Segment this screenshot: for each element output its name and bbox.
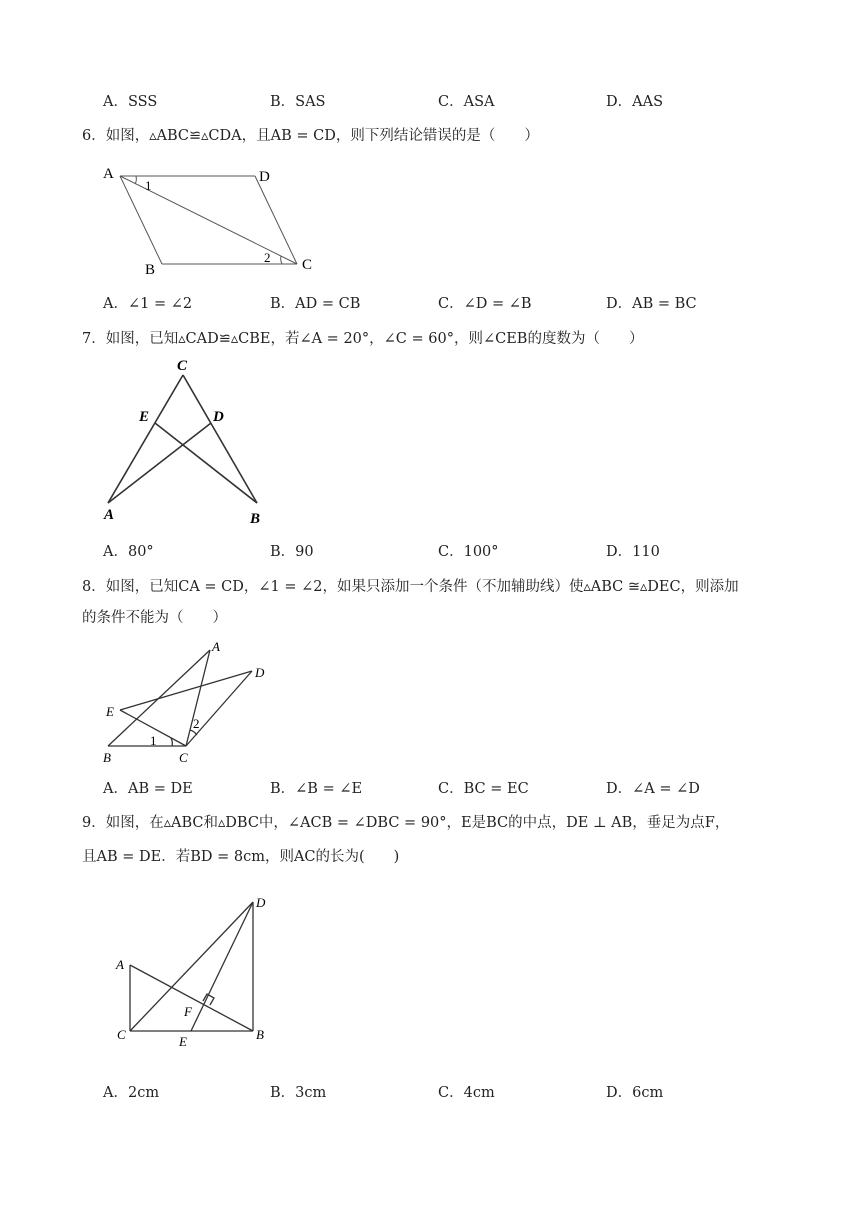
q7-edge-ad [108, 423, 211, 503]
q7-label-d: D [213, 409, 224, 425]
q6-option-b[interactable]: B．AD = CB [270, 296, 361, 312]
q6-options [0, 292, 860, 312]
q7-label-b: B [250, 511, 261, 527]
q5-options [0, 90, 860, 110]
q9-option-b[interactable]: B．3cm [270, 1085, 327, 1101]
q7-edge-be [155, 423, 257, 503]
q6-label-c: C [302, 257, 313, 273]
q9-option-a[interactable]: A．2cm [103, 1085, 160, 1101]
q9-label-f: F [184, 1004, 192, 1019]
q8-label-e: E [106, 704, 114, 719]
q8-label-d: D [255, 665, 265, 680]
q6-label-b: B [145, 262, 156, 278]
q8-options [0, 777, 860, 797]
q6-edge-dc [255, 176, 297, 264]
q9-figure [110, 890, 275, 1050]
q8-option-d[interactable]: D．∠A = ∠D [606, 781, 700, 797]
q7-option-b[interactable]: B．90 [270, 544, 314, 560]
q8-figure [100, 636, 275, 766]
q6-option-d[interactable]: D．AB = BC [606, 296, 697, 312]
q8-question-line2: 的条件不能为（ ） [82, 610, 227, 626]
q7-question: 7．如图，已知▵CAD≌▵CBE，若∠A = 20°，∠C = 60°，则∠CEB的度数为（ ） [82, 331, 644, 347]
q9-label-a: A [116, 957, 124, 972]
q9-label-b: B [256, 1027, 264, 1042]
q8-label-angle2: 2 [193, 716, 200, 731]
q9-option-c[interactable]: C．4cm [438, 1085, 495, 1101]
q8-option-c[interactable]: C．BC = EC [438, 781, 529, 797]
q9-option-d[interactable]: D．6cm [606, 1085, 664, 1101]
q6-figure [95, 160, 335, 280]
q9-options [0, 1081, 860, 1101]
q8-option-a[interactable]: A．AB = DE [103, 781, 193, 797]
q7-label-e: E [139, 409, 150, 425]
q9-label-e: E [179, 1034, 187, 1049]
q5-option-d[interactable]: D．AAS [606, 94, 664, 110]
q6-label-a: A [103, 166, 114, 182]
q6-angle1-arc [135, 176, 136, 184]
q8-label-c: C [179, 750, 188, 765]
q9-label-d: D [256, 895, 266, 910]
q9-question-line2: 且AB = DE．若BD = 8cm，则AC的长为( ) [82, 849, 400, 865]
q9-edge-ab [130, 965, 253, 1031]
q8-question-line1: 8．如图，已知CA = CD，∠1 = ∠2，如果只添加一个条件（不加辅助线）使▵ABC ≅▵DEC，则添加 [82, 579, 739, 595]
q5-option-a[interactable]: A．SSS [103, 94, 158, 110]
q6-angle2-arc [281, 256, 282, 264]
q6-label-d: D [259, 169, 270, 185]
q5-option-c[interactable]: C．ASA [438, 94, 495, 110]
q8-option-b[interactable]: B．∠B = ∠E [270, 781, 363, 797]
q8-label-b: B [103, 750, 111, 765]
q5-option-b[interactable]: B．SAS [270, 94, 326, 110]
q9-label-c: C [117, 1027, 126, 1042]
q6-label-angle1: 1 [145, 178, 152, 193]
q8-angle1-arc [171, 738, 172, 746]
q7-edge-ca [108, 375, 183, 503]
q8-label-a: A [212, 639, 220, 654]
q7-label-a: A [104, 507, 115, 523]
q7-option-c[interactable]: C．100° [438, 544, 499, 560]
q8-edge-ed [120, 671, 252, 710]
q6-edge-ba [120, 176, 162, 264]
q7-figure [100, 352, 270, 527]
q7-option-a[interactable]: A．80° [103, 544, 154, 560]
q7-label-c: C [177, 358, 188, 374]
q7-options [0, 540, 860, 560]
q7-option-d[interactable]: D．110 [606, 544, 660, 560]
q9-question-line1: 9．如图，在▵ABC和▵DBC中，∠ACB = ∠DBC = 90°，E是BC的中点，DE ⊥ AB，垂足为点F， [82, 815, 730, 831]
q9-edge-de [191, 902, 253, 1031]
q6-label-angle2: 2 [264, 250, 271, 265]
q8-label-angle1: 1 [150, 733, 157, 748]
q7-edge-cb [183, 375, 257, 503]
q6-option-c[interactable]: C．∠D = ∠B [438, 296, 532, 312]
q6-option-a[interactable]: A．∠1 = ∠2 [103, 296, 193, 312]
q6-question: 6．如图，▵ABC≌▵CDA，且AB = CD，则下列结论错误的是（ ） [82, 128, 539, 144]
